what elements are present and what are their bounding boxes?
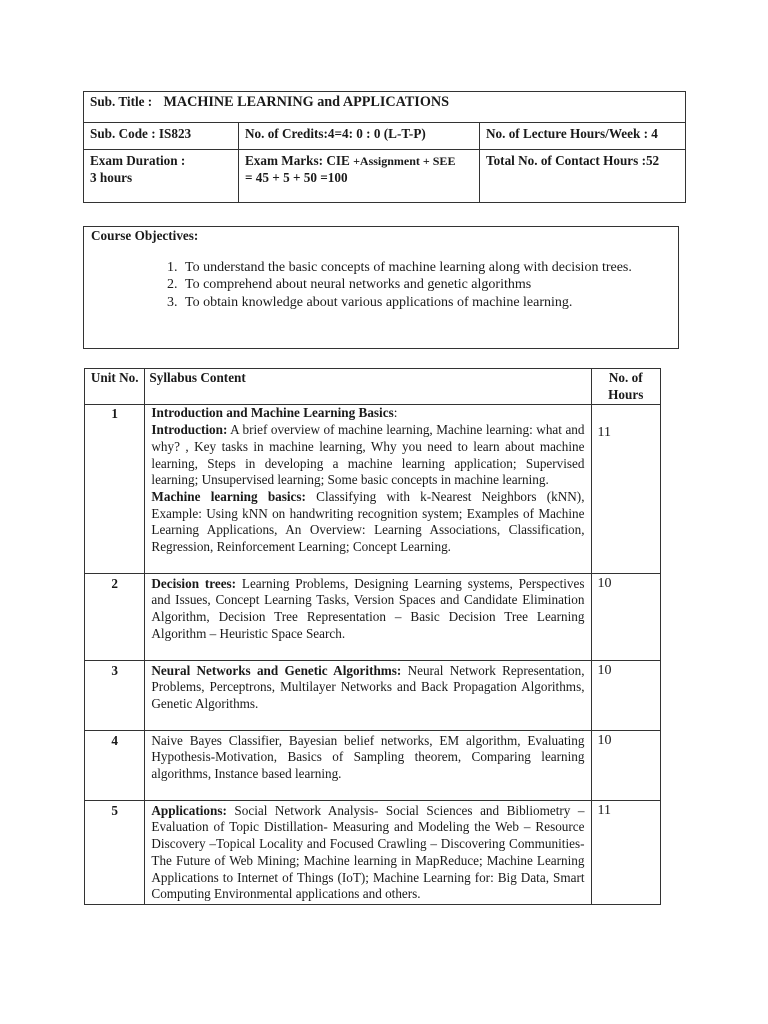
- unit-hours: 11: [591, 405, 661, 573]
- sub-code: Sub. Code : IS823: [84, 123, 239, 150]
- course-info-table: [83, 91, 686, 203]
- credits: No. of Credits:4=4: 0 : 0 (L-T-P): [239, 123, 480, 150]
- unit-hours: 10: [591, 660, 661, 730]
- col-hours-header: No. of Hours: [591, 369, 661, 405]
- table-row: [85, 405, 661, 573]
- course-objectives-box: [83, 226, 679, 349]
- unit-title: Neural Networks and Genetic Algorithms:: [151, 662, 402, 678]
- table-row: [85, 660, 661, 730]
- exam-duration-value: 3 hours: [90, 169, 133, 185]
- objective-item: 3. To obtain knowledge about various applications of machine learning.: [181, 294, 678, 312]
- exam-marks-prefix: Exam Marks: CIE: [245, 153, 354, 168]
- exam-marks-cell: [239, 150, 480, 203]
- unit-content: [145, 730, 591, 800]
- sub-title-value: MACHINE LEARNING and APPLICATIONS: [163, 94, 449, 110]
- table-row: [85, 800, 661, 904]
- unit-hours: 11: [591, 800, 661, 904]
- syllabus-table: [84, 368, 661, 905]
- unit-content: [145, 405, 591, 573]
- unit-hours: 10: [591, 573, 661, 660]
- exam-duration-cell: [84, 150, 239, 203]
- subsection-text: Classifying with k-Nearest Neighbors (kNN), Example: Using kNN on handwriting recognition system; Examples of Machine Learning Applications, An Overview: Learning Associations, Classification, Regression, Reinforcement Learning; Concept Learning.: [151, 488, 585, 555]
- subsection-text: A brief overview of machine learning, Machine learning: what and why? , Key tasks in machine learning, Why you need to learn about machine learning, Steps in developing a machine learning application; Supervised learning; Unsupervised learning; Some basic concepts in machine learning.: [151, 422, 585, 488]
- objective-item: 2. To comprehend about neural networks and genetic algorithms: [181, 276, 678, 294]
- subject-title-cell: [84, 92, 686, 123]
- unit-heading: Introduction and Machine Learning Basics: [151, 405, 394, 421]
- objective-item: 1. To understand the basic concepts of machine learning along with decision trees.: [181, 259, 678, 277]
- unit-number: 5: [85, 800, 145, 904]
- exam-marks-components: +Assignment + SEE: [353, 154, 456, 168]
- unit-number: 1: [85, 405, 145, 573]
- subsection-title: Introduction:: [151, 422, 228, 438]
- unit-title: Decision trees:: [151, 575, 237, 591]
- unit-text: Learning Problems, Designing Learning systems, Perspectives and Issues, Concept Learning Tasks, Version Spaces and Candidate Elimination Algorithm, Decision Tree Representation – Basic Decision Tree Learning Algorithm – Heuristic Space Search.: [151, 575, 585, 641]
- unit-hours: 10: [591, 730, 661, 800]
- unit-title: Applications:: [151, 802, 227, 818]
- unit-text: Social Network Analysis- Social Sciences and Bibliometry – Evaluation of Topic Distillation- Measuring and Modeling the Web – Resource Discovery –Topical Locality and Focused Crawling – Discovering Communities- The Future of Web Mining; Machine learning in MapReduce; Machine Learning Applications to Internet of Things (IoT); Machine Learning for: Big Data, Smart Computing Environmental applications and others.: [151, 802, 585, 902]
- exam-marks-values: = 45 + 5 + 50 =100: [245, 169, 348, 185]
- objectives-list: [91, 259, 678, 312]
- unit-content: [145, 573, 591, 660]
- col-unit-header: Unit No.: [85, 369, 145, 405]
- unit-heading-suffix: :: [393, 405, 398, 421]
- unit-content: [145, 800, 591, 904]
- subsection-title: Machine learning basics:: [151, 488, 306, 504]
- table-row: [85, 730, 661, 800]
- col-content-header: Syllabus Content: [145, 369, 591, 405]
- exam-duration-label: Exam Duration :: [90, 153, 186, 168]
- unit-number: 3: [85, 660, 145, 730]
- sub-title-label: Sub. Title :: [90, 94, 153, 109]
- lecture-hours: No. of Lecture Hours/Week : 4: [480, 123, 686, 150]
- table-row: [85, 573, 661, 660]
- unit-number: 2: [85, 573, 145, 660]
- unit-content: [145, 660, 591, 730]
- syllabus-header-row: [85, 369, 661, 405]
- unit-text: Neural Network Representation, Problems, Perceptrons, Multilayer Networks and Back Propagation Algorithms, Genetic Algorithms.: [151, 662, 585, 711]
- contact-hours: Total No. of Contact Hours :52: [480, 150, 686, 203]
- unit-number: 4: [85, 730, 145, 800]
- objectives-title: Course Objectives:: [91, 228, 199, 243]
- unit-text: Naive Bayes Classifier, Bayesian belief networks, EM algorithm, Evaluating Hypothesis-Motivation, Basics of Sampling theorem, Comparing learning algorithms, Instance based learning.: [151, 732, 585, 782]
